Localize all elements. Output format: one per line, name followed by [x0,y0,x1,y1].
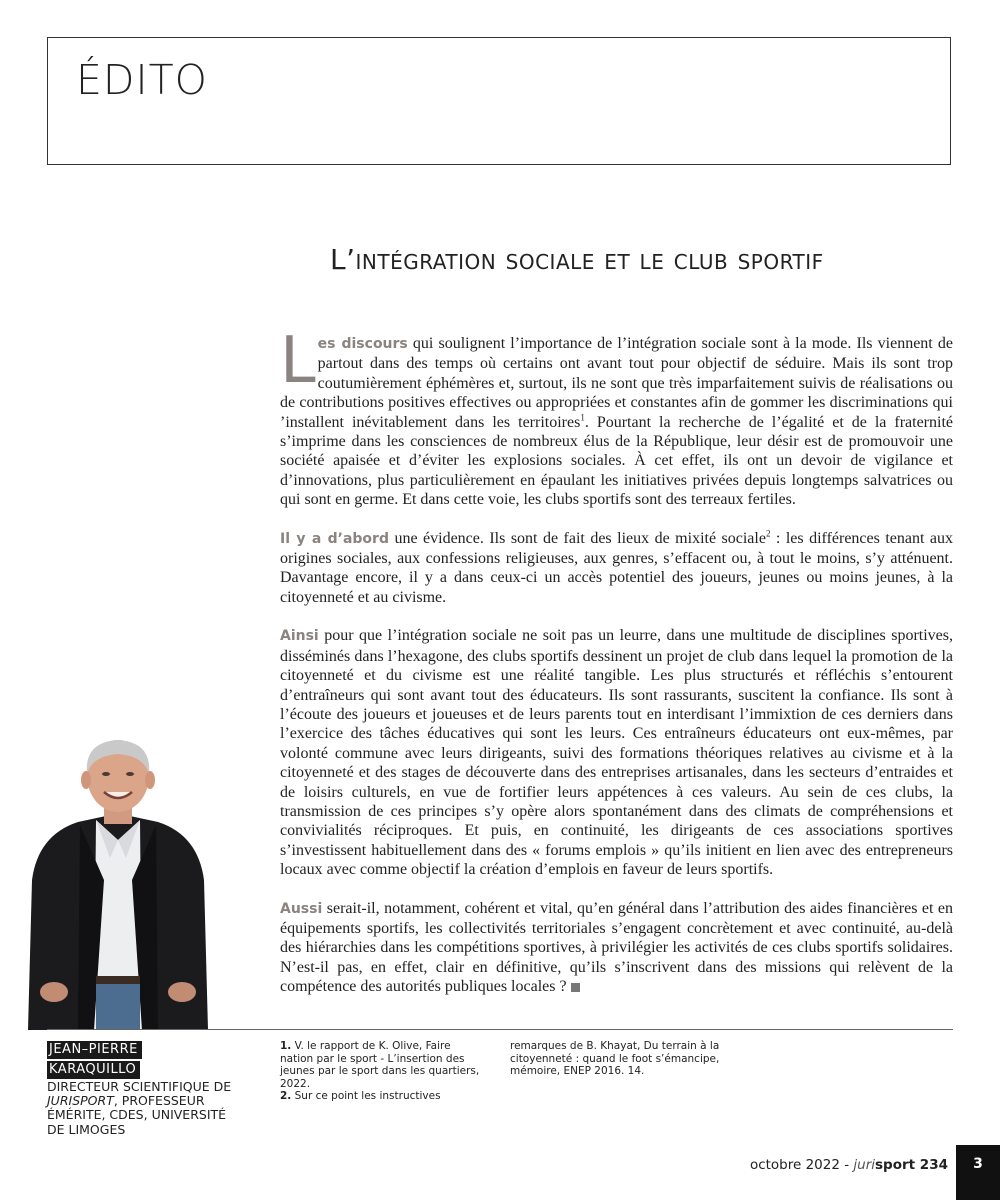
paragraph-text: . Pourtant la recherche de l’égalité et de la fraternité s’imprime dans les consciences de nombreux élus de la République, leur désir est de promouvoir une société apaisée et d’éviter les explosions sociales. À cet effet, ils ont un devoir de vigilance et d’innovations, plus particulièrement en épaulant les initiatives privées depuis longtemps salvatrices ou qui sont en germe. Et dans cette voie, les clubs sportifs sont des terreaux fertiles. [280,413,954,509]
paragraph-lead: Ainsi [280,628,319,645]
footnote-2 [280,1090,480,1103]
footnotes-column-2 [510,1040,720,1078]
paragraph-3 [280,626,953,879]
footnote-text: Sur ce point les instructives [291,1090,441,1102]
author-name-line1: JEAN–PIERRE [47,1041,142,1059]
paragraph-2 [280,529,953,608]
drop-cap: L [280,324,316,398]
author-role [47,1080,232,1137]
paragraph-lead: es discours [317,336,408,352]
issue-date: octobre 2022 - [749,1157,854,1173]
section-title: ÉDITO [76,56,208,104]
paragraph-text: pour que l’intégration sociale ne soit pas un leurre, dans une multitude de disciplines sportives, disséminés dans l’hexagone, des clubs sportifs dessinent un projet de club dans lequel la promotion de la citoyenneté et du civisme est une réalité tangible. Les plus structurés et réfléchis s’entourent d’entraîneurs qui sont avant tout des éducateurs. Ils sont rassurants, suscitent la confiance. Ils sont à l’écoute des joueurs et joueuses et de leurs parents tout en interdisant l’immixtion de ces derniers dans l’exercice des tâches éducatives qui sont les leurs. Ces entraîneurs éducateurs ont eux-mêmes, par volonté commune avec leurs dirigeants, suivi des formations théoriques relatives au civisme et à la citoyenneté et des stages de découverte dans des entreprises artisanales, dans les secteurs d’entraides et de loisirs culturels, en vue de fortifier leurs appétences à ces valeurs. Au sein de ces clubs, la transmission de ces principes s’y opère alors spontanément dans des climats de compréhensions et convivialités réciproques. Et puis, en continuité, les dirigeants de ces associations sportives s’investissent habituellement dans des « forums emplois » qu’ils initient en lien avec des entrepreneurs locaux avec comme objectif la création d’emplois en faveur de leurs sportifs. [280,627,953,879]
issue-number: 234 [915,1157,948,1173]
end-mark-icon [571,983,580,992]
author-name-line2: KARAQUILLO [47,1061,140,1079]
paragraph-4 [280,899,953,997]
section-header-box [47,37,951,165]
footnote-number: 2. [280,1090,292,1102]
footnotes-column-1 [280,1040,480,1103]
footnote-ref[interactable]: 1 [580,412,585,423]
paragraph-lead: Aussi [280,900,323,917]
footnote-ref[interactable]: 2 [765,528,771,539]
page-footer [750,1157,948,1173]
author-role-text: DIRECTEUR SCIENTIFIQUE DE [47,1079,232,1094]
author-publication: JURISPORT [47,1093,114,1109]
footer-divider [47,1029,953,1030]
paragraph-1 [280,324,954,510]
article-body [280,324,954,1016]
footnote-2-continued: remarques de B. Khayat, Du terrain à la citoyenneté : quand le foot s’émancipe, mémoire, ENEP 2016. 14. [510,1040,720,1077]
footnote-number: 1. [280,1040,292,1052]
paragraph-lead: Il y a d’abord [280,530,389,547]
paragraph-text: : les différences tenant aux origines sociales, aux confessions religieuses, aux genres, s’effacent ou, à tout le moins, s’y atténuent. Davantage encore, il y a dans ceux-ci un accès potentiel des joueurs, jeunes ou moins jeunes, à la citoyenneté et au civisme. [280,529,954,606]
paragraph-text: qui soulignent l’importance de l’intégration sociale sont à la mode. Ils viennent de partout dans des temps où certains ont avant tout pour objectif de séduire. Mais ils sont trop coutumièrement éphémères et, surtout, ils ne sont que très imparfaitement suivis de réalisations ou de contributions positives effectives ou appropriées et constantes afin de gommer les discriminations qui ’installent inévitablement dans les territoires [280,335,953,431]
paragraph-text: une évidence. Ils sont de fait des lieux de mixité sociale [388,529,766,547]
brand-prefix: juri [853,1157,876,1173]
author-block [47,1039,232,1137]
paragraph-text: serait-il, notamment, cohérent et vital, qu’en général dans l’attribution des aides financières et en équipements sportifs, les collectivités territoriales s’engagent concrètement et avec continuité, au-delà des hiérarchies dans les compétitions sportives, à privilégier les activités de ces clubs sportifs solidaires. N’est-il pas, en effet, clair en définitive, qu’ils s’inscrivent dans des missions qui relèvent de la compétence des autorités publiques locales ? [280,899,953,996]
article-title: L’intégration sociale et le club sportif [330,243,824,276]
page-number: 3 [956,1145,1000,1200]
author-photo [18,730,218,1030]
footnote-1 [280,1040,480,1090]
footnote-text: V. le rapport de K. Olive, Faire nation par le sport - L’insertion des jeunes par le sport dans les quartiers, 2022. [280,1040,480,1090]
brand-name: sport [875,1157,916,1173]
author-role-text: , PROFESSEUR ÉMÉRITE, CDES, UNIVERSITÉ DE LIMOGES [47,1093,227,1137]
